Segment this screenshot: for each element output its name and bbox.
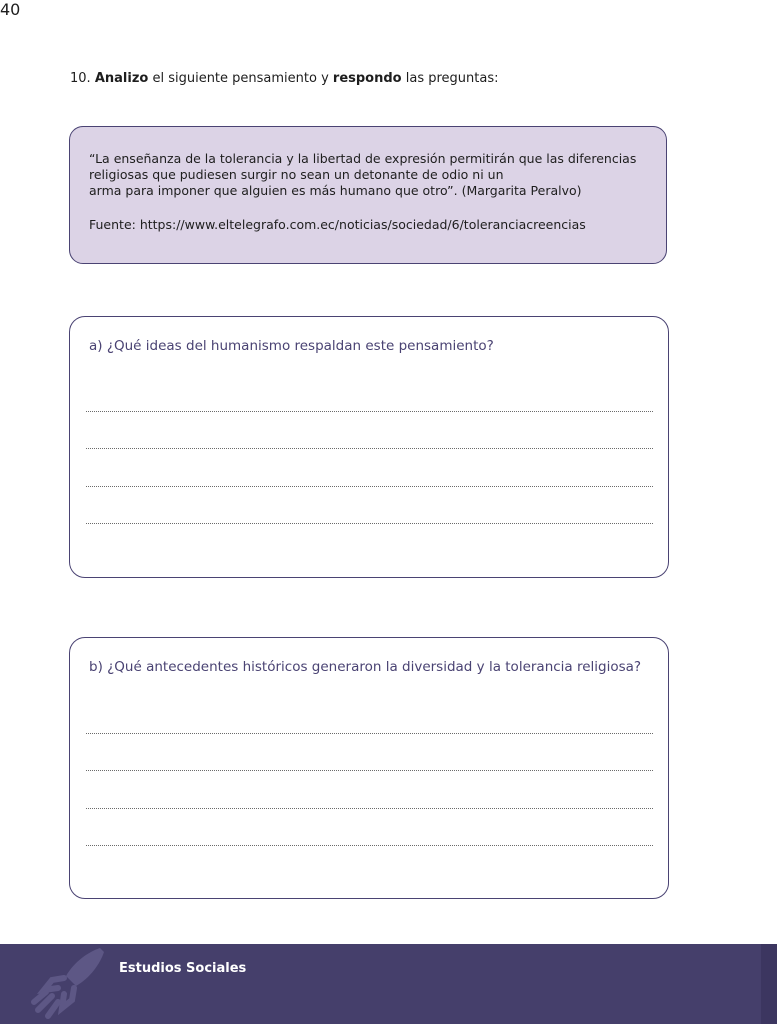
answer-line[interactable]	[86, 486, 653, 487]
page-number: 40	[0, 0, 21, 19]
answer-line[interactable]	[86, 411, 653, 412]
answer-line[interactable]	[86, 733, 653, 734]
page-footer	[0, 944, 777, 1024]
instruction-verb-respondo: respondo	[332, 71, 402, 86]
rocket-icon	[30, 944, 120, 1024]
question-box-a	[69, 316, 669, 578]
instruction-end: las preguntas:	[401, 71, 499, 86]
question-box-b	[69, 637, 669, 899]
quote-line: arma para imponer que alguien es más humano que otro”. (Margarita Peralvo)	[89, 183, 582, 198]
answer-line[interactable]	[86, 448, 653, 449]
answer-line[interactable]	[86, 808, 653, 809]
instruction-verb-analizo: Analizo	[94, 71, 149, 86]
question-b-text: b) ¿Qué antecedentes históricos generaron la diversidad y la tolerancia religiosa?	[89, 659, 642, 675]
answer-line[interactable]	[86, 845, 653, 846]
quote-box	[69, 126, 667, 264]
answer-line[interactable]	[86, 523, 653, 524]
footer-edge-strip	[761, 944, 777, 1024]
quote-source: Fuente: https://www.eltelegrafo.com.ec/noticias/sociedad/6/toleranciacreencias	[89, 217, 586, 232]
question-a-text: a) ¿Qué ideas del humanismo respaldan este pensamiento?	[89, 338, 494, 354]
answer-line[interactable]	[86, 770, 653, 771]
quote-line: religiosas que pudiesen surgir no sean un detonante de odio ni un	[89, 167, 504, 182]
exercise-instruction	[70, 71, 498, 86]
exercise-number: 10.	[70, 71, 91, 86]
subject-label: Estudios Sociales	[119, 961, 247, 976]
quote-line: “La enseñanza de la tolerancia y la libertad de expresión permitirán que las diferencias	[89, 151, 637, 166]
instruction-mid: el siguiente pensamiento y	[148, 71, 333, 86]
